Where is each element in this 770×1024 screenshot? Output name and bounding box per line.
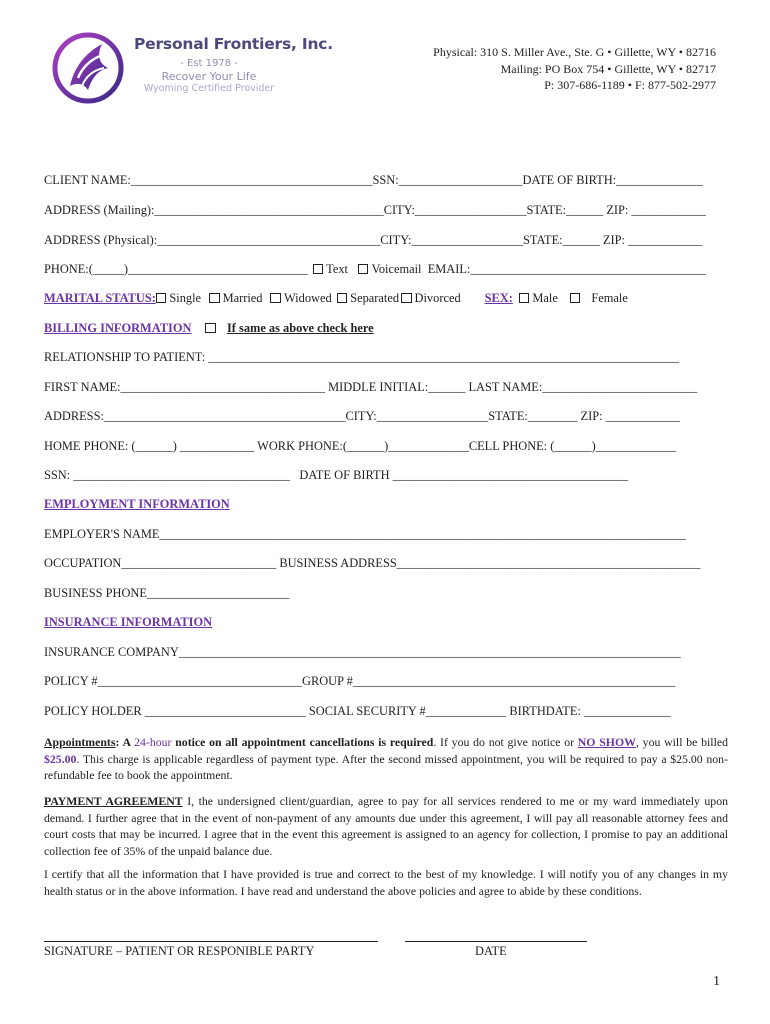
fee-text: $25.00 [44,751,77,766]
payment-agreement-label: PAYMENT AGREEMENT [44,794,183,808]
billing-heading-row [44,321,374,336]
billing-ssn-dob-field[interactable]: SSN: ___________________________________ DATE OF BIRTH ______________________________________ [44,468,629,482]
billing-address-field[interactable]: ADDRESS:_______________________________________CITY:__________________STATE:________ ZIP: ____________ [44,409,680,423]
policy-holder-field[interactable]: POLICY HOLDER __________________________ SOCIAL SECURITY #_____________ BIRTHDATE: ______________ [44,704,671,718]
same-as-above-checkbox[interactable] [205,323,216,334]
voicemail-checkbox[interactable] [358,264,369,275]
separated-checkbox[interactable] [337,293,348,304]
married-label: Married [222,291,263,305]
widowed-label: Widowed [283,291,332,305]
female-label: Female [591,291,628,305]
female-checkbox[interactable] [570,293,581,304]
divorced-label: Divorced [414,291,461,305]
widowed-checkbox[interactable] [270,293,281,304]
marital-sex-row [44,291,628,306]
phone-row [44,262,706,277]
logo-est: - Est 1978 - [180,58,238,69]
marital-status-label: MARITAL STATUS: [44,291,156,305]
employer-name-field[interactable]: EMPLOYER'S NAME_____________________________________________________________________________________ [44,527,687,541]
insurance-company-field[interactable]: INSURANCE COMPANY_________________________________________________________________________________ [44,645,681,659]
married-checkbox[interactable] [209,293,220,304]
text-checkbox[interactable] [313,264,324,275]
date-label: DATE [475,944,507,958]
separated-label: Separated [350,291,400,305]
certification-paragraph: I certify that all the information that I have provided is true and correct to the best of my knowledge. I will notify you of any changes in my health status or in the above information. I have read and understand the above policies and agree to abide by these conditions. [44,867,728,898]
hours-text: 24-hour [134,735,172,749]
occupation-field[interactable]: OCCUPATION_________________________ BUSINESS ADDRESS_________________________________________________ [44,556,701,570]
date-line[interactable] [405,941,587,942]
policy-group-field[interactable]: POLICY #_________________________________GROUP #____________________________________________________ [44,674,676,688]
male-checkbox[interactable] [519,293,530,304]
physical-address-field[interactable]: ADDRESS (Physical):____________________________________CITY:__________________STATE:______ ZIP: ____________ [44,233,703,247]
voicemail-email-field[interactable]: Voicemail EMAIL:______________________________________ [371,262,706,276]
phone-fax: P: 307-686-1189 • F: 877-502-2977 [544,78,716,92]
company-logo [48,28,333,108]
appointments-label: Appointments [44,735,116,749]
mailing-address: Mailing: PO Box 754 • Gillette, WY • 82717 [500,61,716,76]
divorced-checkbox[interactable] [401,293,412,304]
signature-label: SIGNATURE – PATIENT OR RESPONIBLE PARTY [44,944,315,958]
billing-phones-field[interactable]: HOME PHONE: (______) ____________ WORK PHONE:(______)_____________CELL PHONE: (______)_____________ [44,439,677,453]
billing-name-field[interactable]: FIRST NAME:_________________________________ MIDDLE INITIAL:______ LAST NAME:_________________________ [44,380,698,394]
mailing-address-field[interactable]: ADDRESS (Mailing):_____________________________________CITY:__________________STATE:______ ZIP: ____________ [44,203,706,217]
signature-line[interactable] [44,941,378,942]
page-number: 1 [713,974,720,989]
relationship-field[interactable]: RELATIONSHIP TO PATIENT: ____________________________________________________________________________ [44,350,680,364]
single-label: Single [169,291,202,305]
appointments-paragraph: Appointments: A 24-hour notice on all appointment cancellations is required. If you do not give notice or NO SHOW, you will be billed $25.00. This charge is applicable regardless of payment type. After the second missed appointment, you will be required to pay a $25.00 non-refundable fee to book the appointment. [44,735,728,782]
phone-field[interactable]: PHONE:(_____)_____________________________ [44,262,308,276]
logo-tagline: Recover Your Life [161,70,257,83]
payment-agreement-paragraph: PAYMENT AGREEMENT I, the undersigned client/guardian, agree to pay for all services rendered to me or my ward immediately upon demand. I further agree that in the event of non-payment of any amounts due under this agreement, I will pay all reasonable attorney fees and court costs that may be incurred. I agree that in the event this agreement is assigned to an agency for collection, I promise to pay an additional collection fee of 35% of the unpaid balance due. [44,794,728,858]
employment-heading: EMPLOYMENT INFORMATION [44,497,230,511]
single-checkbox[interactable] [156,293,167,304]
physical-address: Physical: 310 S. Miller Ave., Ste. G • Gillette, WY • 82716 [433,45,716,59]
text-label: Text [326,262,348,276]
client-name-field[interactable]: CLIENT NAME:_______________________________________SSN:____________________DATE OF BIRTH:______________ [44,173,703,187]
company-address [433,44,716,94]
logo-certified: Wyoming Certified Provider [143,83,275,94]
billing-heading: BILLING INFORMATION [44,321,192,335]
phoenix-logo-icon [48,28,128,108]
logo-title: Personal Frontiers, Inc. [134,35,333,53]
male-label: Male [532,291,558,305]
no-show-text: NO SHOW [577,735,636,749]
sex-label: SEX: [484,291,513,305]
insurance-heading: INSURANCE INFORMATION [44,615,213,629]
same-as-above-label: If same as above check here [226,321,374,335]
business-phone-field[interactable]: BUSINESS PHONE_______________________ [44,586,290,600]
